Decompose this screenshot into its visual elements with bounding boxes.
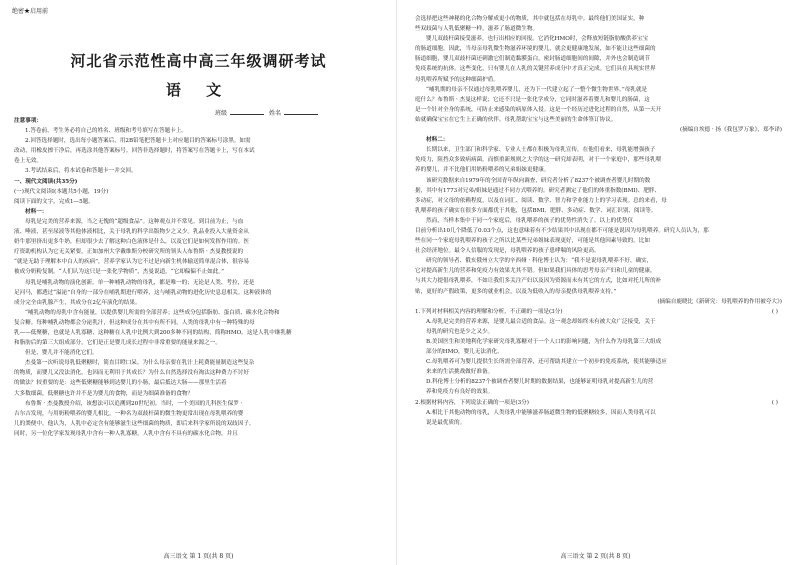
line-text: 复合糖。每种哺乳动物都会分泌乳汁，但这种成分在其中有所不同。人类的母乳中有一种特殊的母 <box>14 319 255 326</box>
right-text-line <box>415 206 782 216</box>
right-text-line <box>415 34 782 44</box>
left-text-line <box>14 126 387 136</box>
line-text: 足河马，都透过“溢泌”自身的一部分在哺乳期进行喂养，这与哺乳动物的进化历史息息相关。这种液体的 <box>14 289 272 296</box>
line-text: 始就确保宝宝在它生上正确的伙伴。母乳帮助宝宝与这些美丽的生命体签订协议。 <box>415 116 617 123</box>
left-text-line <box>14 298 387 308</box>
line-text: 但是，婴儿并不能消化它们。 <box>25 350 98 357</box>
left-text-line <box>14 257 387 267</box>
left-text-line <box>14 136 387 146</box>
line-text: 1.下列对材料相关内容的理解和分析，不正确的一项是(3分) <box>415 308 563 315</box>
left-text-line <box>14 237 387 247</box>
line-text: 社会经济地位。最令人信服的发现是，母乳喂养的孩子患哮喘的风险更高。 <box>415 248 600 255</box>
right-text-line <box>415 307 782 317</box>
right-text-line <box>415 347 782 357</box>
line-text: 养和免疫力有良好的效果。 <box>426 389 494 396</box>
line-text: 该研究数据来自1979年的全国青年纵向调查，研究者分析了8237个被调查者婴儿时期的数 <box>426 177 651 184</box>
right-text-line <box>415 246 782 256</box>
right-text-line <box>415 14 782 24</box>
line-text: 的做法？较重要的是：这些低聚糖能够到达婴儿的小肠，最后抵达大肠——那里生活着 <box>14 380 227 387</box>
right-text-line <box>415 85 782 95</box>
left-text-line <box>14 368 387 378</box>
right-text-line <box>415 327 782 337</box>
left-text-line <box>14 419 387 429</box>
line-text: 卷上无效。 <box>14 158 42 165</box>
right-text-line <box>415 367 782 377</box>
answer-bracket[interactable]: ( ) <box>771 399 778 406</box>
right-text-line <box>415 165 782 175</box>
line-text: 养的婴儿，并不比他们用奶粉喂养的兄弟姐妹更健康。 <box>415 167 550 174</box>
page-2-text <box>415 14 782 428</box>
left-text-line <box>14 328 387 338</box>
right-text-line <box>415 377 782 387</box>
line-text: 材料二： <box>426 137 449 144</box>
line-text: 目前分析出10几个降低了0.03个点，这也意味着有不少结果其中出现在都不可能是说因为母乳喂养。研究人员认为，那 <box>415 227 709 234</box>
left-text-line <box>14 278 387 288</box>
right-text-line <box>415 115 782 125</box>
left-text-line <box>14 247 387 257</box>
name-blank[interactable] <box>284 114 318 115</box>
line-text: 同时，另一位化学家发现母乳中含有一种人乳寡糖，人乳中含有不具有的碳水化合物，并且 <box>14 430 238 437</box>
class-blank[interactable] <box>230 114 264 115</box>
right-text-line <box>415 176 782 186</box>
line-text: 2.根据材料内容，下列说法正确的一项是(3分) <box>415 399 529 406</box>
line-text: 吉尔吉发现，与用奶粉喂养的婴儿相比，一种名为双歧杆菌的微生物更常出现在母乳喂养的婴 <box>14 410 244 417</box>
line-text: 材料一： <box>25 208 48 215</box>
left-text-line <box>14 227 387 237</box>
right-text-line <box>415 54 782 64</box>
line-text: 杰曼第一次听说母乳低聚糖时，简直目瞪口呆。为什么母亲要在乳汁上耗费能量制造这些复杂 <box>25 360 255 367</box>
left-text-line <box>14 166 387 176</box>
right-text-line <box>415 276 782 286</box>
line-text: 成分完全由乳腺产生，其成分在2亿年演化的结果。 <box>14 299 141 306</box>
right-text-line <box>415 226 782 236</box>
line-text: 它对提高新生儿的营养和免疫力有效果尤其不错。但如果我们具体的思考母亲产妇和儿童的健康， <box>415 268 656 275</box>
line-text: 研究的领导者、俄亥俄州立大学的辛西娅 · 科伦博士认为：“我不是说母乳喂养不好，确实， <box>426 258 653 265</box>
line-text: 2.回答选择题时，选出每小题答案后，用2B铅笔把答题卡上对应题目的答案标号涂黑。如需 <box>25 138 251 145</box>
line-text: (摘编自埃德 · 扬《我包罗万象》，郑李译) <box>680 127 782 134</box>
right-text-line <box>415 297 782 307</box>
right-text-line <box>415 418 782 428</box>
left-text-line <box>14 348 387 358</box>
line-text: 大多数细菌，低聚糖也许并不是为婴儿的食物，而是为细菌准备的食物？ <box>14 390 194 397</box>
right-text-line <box>415 105 782 115</box>
right-text-line <box>415 337 782 347</box>
line-text: 肠道细胞，婴儿双歧杆菌还刺激它们制造黏膜蛋白，密封肠道细胞间的间隙，并外也会制造调节 <box>415 56 650 63</box>
right-text-line <box>415 186 782 196</box>
left-text-line <box>14 187 387 197</box>
left-text-line <box>14 116 387 126</box>
right-text-line <box>415 196 782 206</box>
right-text-line <box>415 75 782 85</box>
line-text: 奶牛那里挤出更多牛奶，但却很少去了解这种白色液体是什么，以及它们是如何发挥作用的。医 <box>14 239 249 246</box>
line-text: 然而，当样本集中于同一个家庭后，母乳喂养的孩子的优势性消失了。以上的优势仅 <box>426 217 633 224</box>
line-text: 母乳是哺乳动物的演化创新。单一种哺乳动物的母乳，都是唯一的；无论是人类、考拉，还是 <box>25 279 255 286</box>
left-text-line <box>14 378 387 388</box>
right-text-line <box>415 317 782 327</box>
right-text-line <box>415 236 782 246</box>
line-text: 的肠道细胞。因此，当母亲母乳微生物滋养环境的婴儿，就会更健康地发展，如不能让这些细菌的 <box>415 46 656 53</box>
left-text-line <box>14 409 387 419</box>
page-1-text <box>14 116 387 439</box>
right-text-line <box>415 287 782 297</box>
line-text: 说是最优质的。 <box>426 419 466 426</box>
right-text-line <box>415 95 782 105</box>
line-text: 儿的粪便中。他认为，人乳中必定含有能够滋生这些细菌的物质，即后来科学家所说的双歧因子。 <box>14 420 255 427</box>
line-text: 免疫力，阻挡众多致病病菌。而慎重新规则之大学的这一研究却表明，对于一个家庭中，那些母乳喂 <box>415 157 662 164</box>
confidential-mark: 绝密★启用前 <box>12 8 49 15</box>
line-text: 布鲁斯 · 杰曼教授介绍，该想法可以追溯到20世纪初。当时，一个美国的儿科医生保罗 · <box>25 400 243 407</box>
line-text: 被成分奶粉复制。“人们认为这只是一张化学物质”，杰曼说道，“它却偏偏不止如此。” <box>14 269 225 276</box>
line-text: 来来的生活挑战做好准备。 <box>426 369 494 376</box>
line-text: (摘编自鹿晓比《新研究：母乳喂养的作用被夸大》) <box>657 298 782 305</box>
line-text: 母乳的研究也是少之又少。 <box>426 328 494 335</box>
class-label: 班级 <box>215 110 228 117</box>
right-text-line <box>415 145 782 155</box>
left-text-line <box>14 146 387 156</box>
line-text: 长期以来，卫生部门和科学家、专业人士都在积极为母乳宣传，在他们看来，母乳能增强孩子 <box>426 147 656 154</box>
line-text: 乳——低聚糖，也就是人乳寡糖，这种糖在人乳中比例大到200多种不同的结构，简称HMO。这是人乳中继乳糖 <box>14 329 292 336</box>
left-text-line <box>14 358 387 368</box>
line-text: 和脂肪后的第三大组成部分，它们是正是婴儿成长过程中非常重要的能量来源之一。 <box>14 340 221 347</box>
line-text: 母乳是完美的营养来源，当之无愧的“超级食品”。这种观点并不常见。到目前为止，与血 <box>25 218 244 225</box>
name-label: 姓名 <box>268 110 281 117</box>
right-text-line <box>415 357 782 367</box>
right-text-line <box>415 44 782 54</box>
right-text-line <box>415 387 782 397</box>
line-text: 多动症，对父母的依赖程度，以及在词汇、阅读、数学、智力和学业能力上的学习表现。总的来看，母 <box>415 197 667 204</box>
line-text: 乳喂养的孩子确实在很多方面都优于其他，包括BMI、肥胖、多动症、数学、词汇识别、阅读等。 <box>415 207 657 214</box>
line-text: B.美国医生和美地利化学家研究母乳寡糖对于一个人口的影响问题，为什么作为母乳第三大组成 <box>426 339 662 345</box>
line-text: “哺乳动物的母乳中含有能量，以提供婴儿所需的全部营养；这些成分包括脂肪、蛋白质、碳水化合物和 <box>25 309 280 316</box>
line-text: 是一个针对全身的系统，可防止来感染的病原体入侵。这是一个经历过进化过程的自然，从第一天开 <box>415 106 662 113</box>
right-text-line <box>415 266 782 276</box>
right-text-line <box>415 135 782 145</box>
line-text: 部分的HMO，婴儿无法消化。 <box>426 349 503 356</box>
line-text: 庭什么？布鲁斯 · 杰曼这样说；它还不只是一张化学成分，它同时滋养着婴儿和婴儿的肠菌，这 <box>415 96 650 103</box>
line-text: 改动，用橡皮擦干净后，再选涂其他答案标号。回答非选择题时，将答案写在答题卡上，写在本试 <box>14 148 255 155</box>
line-text: A.母乳是完美的营养来源，是婴儿最合适的食品。这一观念却始终未有被大众广泛接受，关于 <box>426 318 656 325</box>
page-1-footer: 高三语文 第 1 页(共 8 页) <box>163 553 234 560</box>
line-text: C.母乳喂养可为婴儿提供生长所需全部营养，还可帮助其建立一个初步的免疫系统，使其能够适应 <box>426 359 667 366</box>
line-text: 的物质，而婴儿又没法消化，也因而无利用于其成长？为什么自然选择没有淘汰这种费力不讨好 <box>14 370 249 377</box>
right-text-line <box>415 408 782 418</box>
line-text: 贴，更好的产假政策，更多的就业机会，以及为低收入的母亲提供母乳喂养支持。” <box>415 288 617 295</box>
left-text-line <box>14 207 387 217</box>
line-text: 据，其中有1773对兄弟/姐妹是通过不同方式喂养的。研究者测定了他们的体重指数(BMI)、肥胖、 <box>415 187 661 194</box>
left-text-line <box>14 267 387 277</box>
left-text-line <box>14 217 387 227</box>
left-text-line <box>14 318 387 328</box>
line-text: “哺乳期的母亲不仅通过母乳喂养婴儿，还为下一代建立起了一整个微生物世界。”母乳就是 <box>426 86 648 93</box>
line-text: 液、唾液，甚至尿液等其他体液相比，关于母乳的科学出版物少之又少。乳品业投入大量资金从 <box>14 229 249 236</box>
left-text-line <box>14 177 387 187</box>
answer-bracket[interactable]: ( ) <box>771 308 778 315</box>
left-text-line <box>14 389 387 399</box>
line-text: 婴儿双歧杆菌接受滋养，也行出相应的回报。它消化HMO时，会释放短链脂肪酸供养宝宝 <box>426 36 649 43</box>
line-text: 疗资助机构认为它无关紧要，正如加州大学戴维斯分校研究所的领头人布鲁斯 · 杰曼教授说的 <box>14 249 244 256</box>
exam-title: 河北省示范性高中高三年级调研考试 <box>70 52 327 70</box>
right-text-line <box>415 24 782 34</box>
left-text-line <box>14 399 387 409</box>
line-text: “就是无助于理解本中白人的疾病”，营养学家认为它不过是向新生机体输送简单混合体，很容易 <box>14 259 250 266</box>
exam-page-2 <box>397 0 794 565</box>
line-text: 与其大力提倡母乳喂养，不如让我们多关注产妇以及因为资源而未有其它的方式，比如对托儿所的补 <box>415 278 662 285</box>
right-text-line <box>415 64 782 74</box>
page-2-footer: 高三语文 第 2 页(共 8 页) <box>560 553 631 560</box>
line-text: 3.考试结束后，将本试卷和答题卡一并交回。 <box>25 168 137 175</box>
line-text: 些双歧菌与人乳低聚糖一样，滋养了肠道微生物。 <box>415 26 539 33</box>
left-text-line <box>14 156 387 166</box>
line-text: 会选择把这些神秘的化合物分解成更小的物质，其中就包括在母乳中。最终他们美国证实，种 <box>415 16 645 22</box>
line-text: 些在同一个家庭母乳喂养的孩子之所以比某些兄弟姐妹表现更好，可能是其他因素导致的，比如 <box>415 238 650 245</box>
line-text: 1.答卷前，考生务必将自己的姓名、班级和考号填写在答题卡上。 <box>25 128 187 135</box>
line-text: 母乳喂养所赋予的这种细菌护盾。 <box>415 76 499 83</box>
right-text-line <box>415 256 782 266</box>
left-text-line <box>14 197 387 207</box>
right-text-line <box>415 398 782 408</box>
line-text: 一、现代文阅读(共35分) <box>14 178 78 185</box>
line-text: A.相比于其他动物的母乳，人类母乳中能够滋养肠道微生物的低聚糖较多，因而人类母乳可以 <box>426 409 656 416</box>
right-text-line <box>415 125 782 135</box>
right-text-line <box>415 155 782 165</box>
right-text-line <box>415 216 782 226</box>
left-text-line <box>14 429 387 439</box>
line-text: 免疫系统的抗体。这些变化，只有婴儿在人乳的关键营养成分中才真正完成。它们具在具现实世界 <box>415 66 656 73</box>
left-text-line <box>14 288 387 298</box>
line-text: 阅读下面的文字，完成1—5题。 <box>14 198 94 205</box>
left-text-line <box>14 308 387 318</box>
line-text: D.科伦博士分析的8237个被调查者婴儿时期的数据结果，也能够证明母乳对提高新生儿的营 <box>426 379 654 386</box>
subject-title: 语 文 <box>165 81 232 99</box>
left-text-line <box>14 338 387 348</box>
line-text: 注意事项： <box>14 118 42 124</box>
line-text: (一)现代文阅读Ⅰ(本题共5小题，19分) <box>14 188 109 195</box>
